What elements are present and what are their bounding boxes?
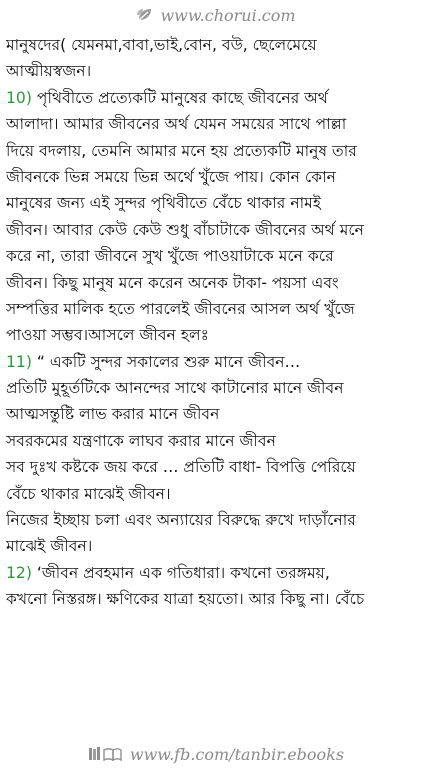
leaf-icon <box>136 7 154 23</box>
text-line: মানুষের জন্য এই সুন্দর পৃথিবীতে বেঁচে থাকার নামই <box>6 194 321 213</box>
text-line: করে না, তারা জীবনে সুখ খুঁজে পাওয়াটাকে মনে করে <box>6 247 334 266</box>
text-line: জীবন। আবার কেউ কেউ শুধু বাঁচাটাকে জীবনের অর্থ মনে <box>6 220 364 239</box>
text-line: প্রতিটি মুহূর্তটিকে আনন্দের সাথে কাটানোর মানে জীবন <box>6 379 344 398</box>
text-line: আত্মীয়স্বজন। <box>6 62 92 81</box>
header-site-text: www.chorui.com <box>160 5 296 25</box>
item-number: 11) <box>6 352 32 371</box>
article-body <box>6 32 426 734</box>
text-line: মাঝেই জীবন। <box>6 537 93 556</box>
text-line: কখনো নিস্তরঙ্গ। ক্ষণিকের যাত্রা হয়তো। আর কিছু না। বেঁচে <box>6 590 365 609</box>
text-line: 10) পৃথিবীতে প্রত্যেকটি মানুষের কাছে জীবনের অর্থ <box>6 88 328 107</box>
item-number: 10) <box>6 88 32 107</box>
text-line: পাওয়া সম্ভব।আসলে জীবন হলঃ <box>6 326 209 345</box>
text-line: আত্মসন্তুষ্টি লাভ করার মানে জীবন <box>6 405 220 424</box>
page-header <box>0 0 432 30</box>
text-line: 11) “ একটি সুন্দর সকালের শুরু মানে জীবন… <box>6 352 301 371</box>
text-line: নিজের ইচ্ছায় চলা এবং অন্যায়ের বিরুদ্ধে রুখে দাড়াঁনোর <box>6 511 356 530</box>
text-line: মানুষদের( যেমনমা,বাবা,ভাই,বোন, বউ, ছেলেমেয়ে <box>6 36 317 54</box>
text-line: আলাদা। আমার জীবনের অর্থ যেমন সময়ের সাথে পাল্লা <box>6 115 347 134</box>
item-number: 12) <box>6 563 32 582</box>
books-icon <box>88 746 122 762</box>
text-line: জীবনকে ভিন্ন সময়ে ভিন্ন অর্থে খুঁজে পায়। কোন কোন <box>6 167 336 186</box>
text-line: জীবন। কিছু মানুষ মনে করেন অনেক টাকা- পয়সা এবং <box>6 273 339 292</box>
text-line: সব দুঃখ কষ্টকে জয় করে … প্রতিটি বাধা- বিপত্তি পেরিয়ে <box>6 458 356 477</box>
text-line: সবরকমের যন্ত্রণাকে লাঘব করার মানে জীবন <box>6 431 276 450</box>
footer-site-text: www.fb.com/tanbir.ebooks <box>129 744 345 764</box>
text-line: বেঁচে থাকার মাঝেই জীবন। <box>6 484 171 503</box>
text-line: সম্পত্তির মালিক হতে পারলেই জীবনের আসল অর্থ খুঁজে <box>6 299 355 318</box>
text-line: 12) ‘জীবন প্রবহমান এক গতিধারা। কখনো তরঙ্গময়, <box>6 563 330 582</box>
page-footer <box>0 740 432 768</box>
text-line: দিয়ে বদলায়, তেমনি আমার মনে হয় প্রত্যেকটি মানুষ তার <box>6 141 357 160</box>
